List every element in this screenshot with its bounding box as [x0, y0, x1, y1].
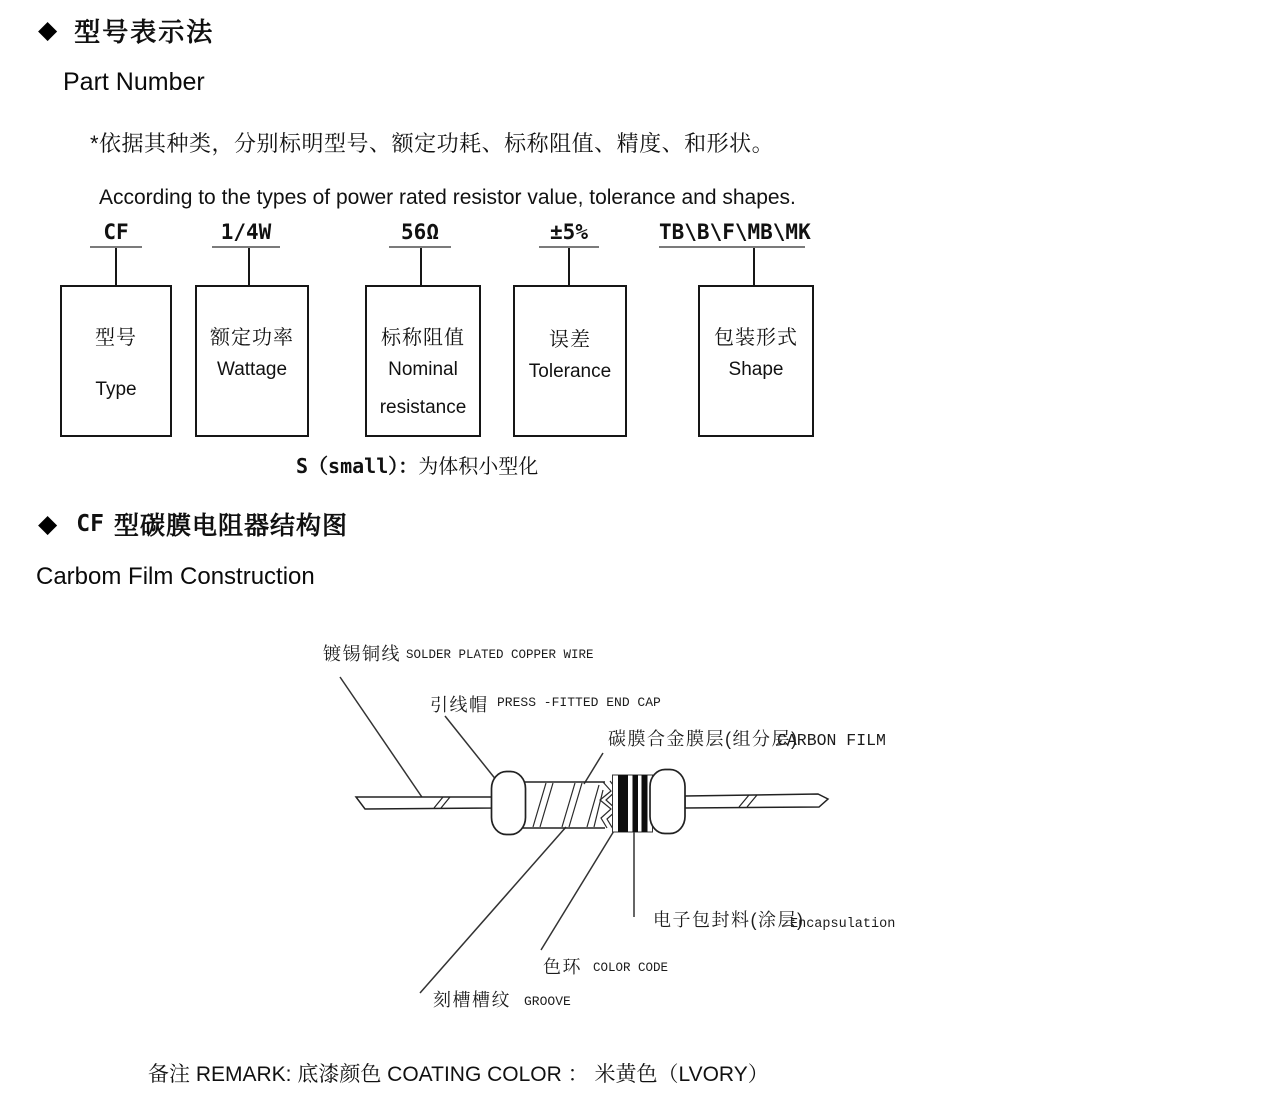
- left-end-cap: [492, 772, 526, 835]
- section1-title-zh: 型号表示法: [74, 17, 215, 47]
- label-end-cap-zh: 引线帽: [430, 695, 489, 715]
- section1-heading: [38, 12, 214, 49]
- pn-connector: [420, 248, 422, 285]
- pn-box-shape-zh: 包装形式: [714, 327, 798, 349]
- note-zh: *依据其种类，分别标明型号、额定功耗、标称阻值、精度、和形状。: [90, 131, 775, 156]
- groove-line: [562, 783, 575, 827]
- label-carbon-film-en: CARBON FILM: [777, 731, 886, 750]
- small-size-note-text: 为体积小型化: [418, 456, 539, 478]
- pn-code-shape: TB\B\F\MB\MK: [659, 221, 805, 248]
- leader-color-code: [541, 826, 617, 950]
- pn-code-resistance: 56Ω: [389, 221, 451, 248]
- pn-code-tolerance: ±5%: [539, 221, 599, 248]
- pn-connector: [753, 248, 755, 285]
- color-band: [633, 775, 639, 832]
- pn-box-shape: [698, 285, 814, 437]
- groove-line: [540, 783, 553, 827]
- resistor-construction-diagram: [300, 615, 960, 1030]
- small-size-note: [296, 450, 538, 479]
- pn-box-wattage: [195, 285, 309, 437]
- groove-line: [587, 785, 599, 827]
- color-band: [642, 775, 648, 832]
- label-encapsulation-zh: 电子包封料(涂层): [653, 910, 805, 930]
- label-carbon-film-zh: 碳膜合金膜层(组分层): [608, 729, 799, 749]
- leader-carbon-film: [584, 753, 603, 784]
- label-groove-zh: 刻槽槽纹: [433, 990, 511, 1010]
- diamond-bullet-icon: ◆: [38, 16, 58, 44]
- leader-copper-wire: [340, 677, 428, 806]
- pn-box-wattage-zh: 额定功率: [210, 327, 294, 349]
- pn-box-tolerance-zh: 误差: [549, 329, 591, 351]
- pn-box-resistance-en2: resistance: [379, 397, 467, 418]
- color-band: [618, 775, 628, 832]
- pn-connector: [115, 248, 117, 285]
- pn-connector: [568, 248, 570, 285]
- pn-box-tolerance: [513, 285, 627, 437]
- pn-box-resistance-zh: 标称阻值: [381, 327, 465, 349]
- section2-title-code: CF: [76, 511, 104, 537]
- pn-connector: [248, 248, 250, 285]
- coating-remark: 备注 REMARK: 底漆颜色 COATING COLOR ： 米黄色（LVORY）: [148, 1063, 769, 1086]
- pn-code-wattage: 1/4W: [212, 221, 280, 248]
- label-color-code-en: COLOR CODE: [593, 961, 669, 975]
- section1-subtitle-en: Part Number: [63, 68, 205, 96]
- pn-box-resistance-en1: Nominal: [388, 359, 458, 380]
- pn-box-type-zh: 型号: [95, 327, 137, 349]
- label-copper-wire-en: SOLDER PLATED COPPER WIRE: [406, 648, 594, 662]
- section2-heading: [38, 506, 348, 542]
- small-size-note-prefix: S（small）：: [296, 454, 419, 478]
- pn-box-resistance: [365, 285, 481, 437]
- section2-title-zh: 型碳膜电阻器结构图: [113, 512, 348, 540]
- left-lead-wire: [356, 797, 492, 809]
- diamond-bullet-icon: ◆: [38, 509, 58, 538]
- label-groove-en: GROOVE: [524, 994, 571, 1009]
- pn-box-type: [60, 285, 172, 437]
- groove-line: [594, 790, 603, 827]
- label-encapsulation-en: Encapsulation: [790, 917, 896, 932]
- label-end-cap-en: PRESS -FITTED END CAP: [497, 695, 661, 710]
- groove-line: [569, 783, 582, 827]
- break-zigzag: [600, 782, 611, 828]
- groove-line: [533, 783, 546, 827]
- pn-box-shape-en: Shape: [728, 359, 784, 380]
- pn-box-tolerance-en: Tolerance: [528, 361, 612, 382]
- label-color-code-zh: 色环: [543, 957, 582, 977]
- pn-box-type-en: Type: [95, 379, 137, 400]
- right-end-cap: [650, 770, 685, 834]
- label-copper-wire-zh: 镀锡铜线: [323, 644, 401, 664]
- note-en: According to the types of power rated resistor value, tolerance and shapes.: [99, 186, 796, 209]
- pn-box-wattage-en: Wattage: [216, 359, 288, 380]
- section2-subtitle-en: Carbom Film Construction: [36, 563, 315, 590]
- pn-code-type: CF: [90, 221, 142, 248]
